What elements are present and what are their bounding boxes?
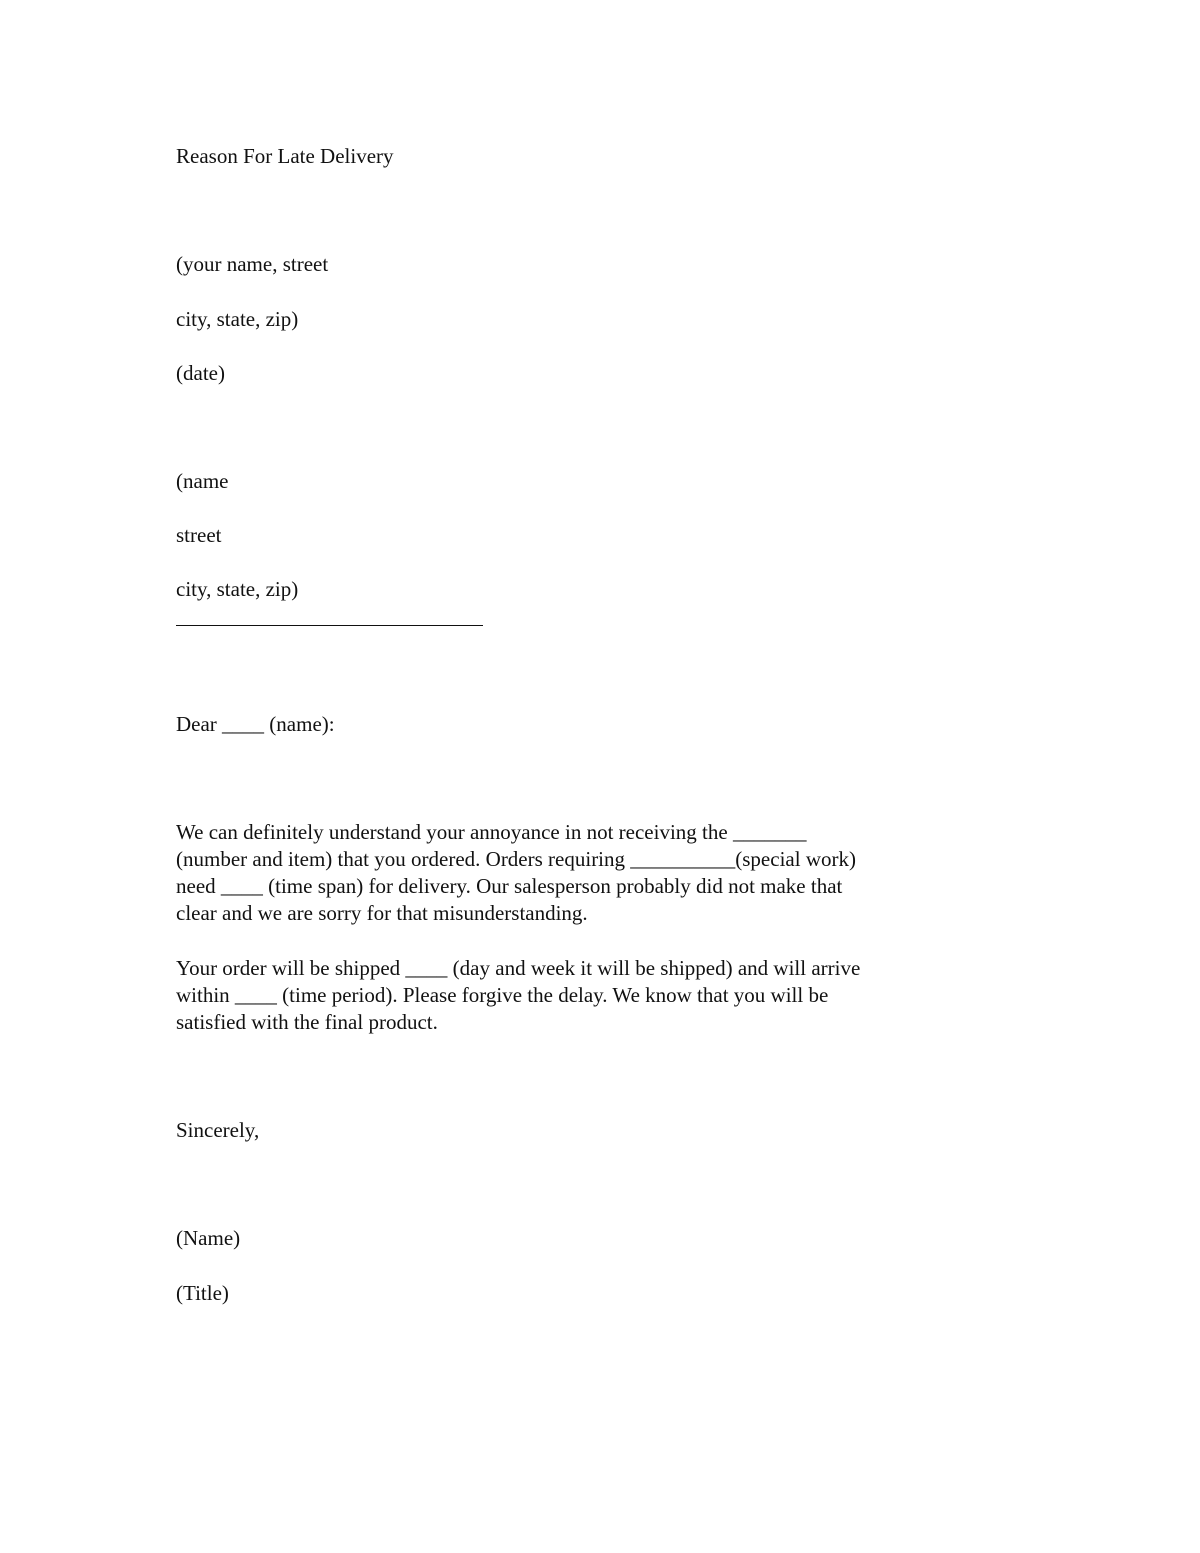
address-divider (176, 625, 483, 626)
sender-address-line1: (your name, street (176, 252, 329, 276)
body-paragraph-2: Your order will be shipped ____ (day and week it will be shipped) and will arrive within ____ (time period). Please forgive the delay. We know that you will be satisfied with the final product. (176, 956, 861, 1034)
signature-title: (Title) (176, 1281, 229, 1305)
document-title: Reason For Late Delivery (176, 144, 394, 168)
sender-address-line2: city, state, zip) (176, 307, 299, 331)
letter-date: (date) (176, 361, 225, 385)
signature-name: (Name) (176, 1226, 241, 1250)
recipient-address-line1: (name (176, 469, 229, 493)
recipient-address-line2: street (176, 523, 222, 547)
closing: Sincerely, (176, 1118, 260, 1142)
salutation: Dear ____ (name): (176, 712, 335, 736)
recipient-address-line3: city, state, zip) (176, 577, 299, 601)
body-paragraph-1: We can definitely understand your annoyance in not receiving the _______ (number and item) that you ordered. Orders requiring __________(special work) need ____ (time span) for delivery. Our salesperson probably did not make that clear and we are sorry for that misunderstanding. (176, 820, 856, 925)
